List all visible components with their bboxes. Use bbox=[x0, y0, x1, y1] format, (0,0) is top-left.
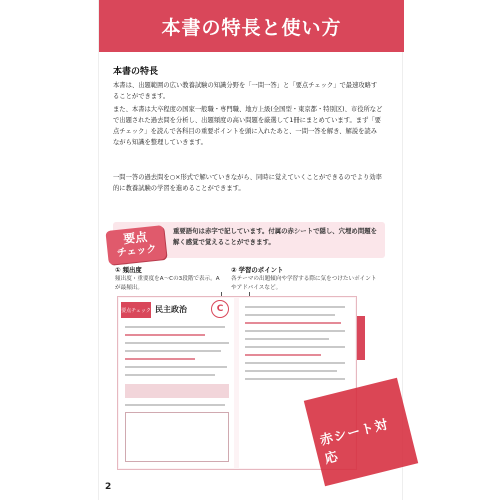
note-frequency-title: ① 頻出度 bbox=[115, 266, 142, 274]
check-description: 重要語句は赤字で記しています。付属の赤シートで隠し、穴埋め問題を解く感覚で覚えることができます。 bbox=[173, 227, 377, 246]
section-heading: 本書の特長 bbox=[113, 67, 159, 77]
paragraph-method: 一問一答の過去問を○×形式で解いていきながら、同時に覚えていくことができるのでより効率的に教養試験の学習を進めることができます。 bbox=[113, 174, 382, 192]
title-bar bbox=[99, 0, 404, 52]
sample-text-line bbox=[245, 322, 341, 324]
sample-text-line bbox=[125, 366, 227, 368]
sample-text-line bbox=[125, 404, 225, 406]
check-badge bbox=[105, 225, 166, 265]
sample-highlight-block bbox=[125, 384, 229, 398]
sample-text-line bbox=[125, 326, 225, 328]
sample-text-line bbox=[125, 350, 221, 352]
sample-text-line bbox=[245, 370, 337, 372]
sample-text-line bbox=[245, 330, 345, 332]
note-frequency-body: 頻出度・重要度をA～Cの3段階で表示。Aが最頻出。 bbox=[115, 276, 220, 291]
sample-text-line bbox=[245, 378, 345, 380]
paragraph-scope: また、本書は大卒程度の国家一般職・専門職、地方上級(全国型・東京都・特別区)、市役所などで出題された過去問を分析し、出題頻度の高い問題を厳選して1冊にまとめています。まず「要点チェック」を読んで各科目の重要ポイントを頭に入れたあと、一問一答を解き、解説を読みながら知識を整理していきます。 bbox=[113, 106, 383, 146]
sample-text-line bbox=[125, 342, 229, 344]
sample-text-line bbox=[125, 334, 205, 336]
paragraph-intro: 本書は、出題範囲の広い教養試験の知識分野を「一問一答」と「要点チェック」で最速攻略することができます。 bbox=[113, 82, 378, 100]
frequency-rank-badge: C bbox=[211, 300, 229, 318]
page-title: 本書の特長と使い方 bbox=[161, 16, 342, 39]
sample-text-line bbox=[245, 338, 329, 340]
red-sheet-label: 赤シート対応 bbox=[318, 417, 391, 468]
sample-text-line bbox=[125, 374, 215, 376]
badge-bottom-label: チェック bbox=[116, 243, 157, 260]
sample-table bbox=[125, 412, 229, 462]
sample-text-line bbox=[245, 346, 345, 348]
sample-text-line bbox=[245, 354, 321, 356]
sample-text-line bbox=[245, 306, 345, 308]
book-page bbox=[98, 0, 403, 500]
sample-title: 民主政治 bbox=[155, 305, 187, 314]
note-points-title: ② 学習のポイント bbox=[231, 266, 284, 274]
sample-text-line bbox=[125, 358, 195, 360]
chapter-tab bbox=[357, 316, 365, 360]
page-number: 2 bbox=[105, 482, 112, 492]
sample-text-line bbox=[245, 362, 345, 364]
note-points-body: 各テーマの出題傾向や学習する際に気をつけたいポイントやアドバイスなど。 bbox=[231, 276, 377, 291]
sample-head-label: 要点チェック bbox=[121, 302, 151, 318]
badge-top-label: 要点 bbox=[122, 229, 148, 247]
sample-text-line bbox=[245, 314, 335, 316]
